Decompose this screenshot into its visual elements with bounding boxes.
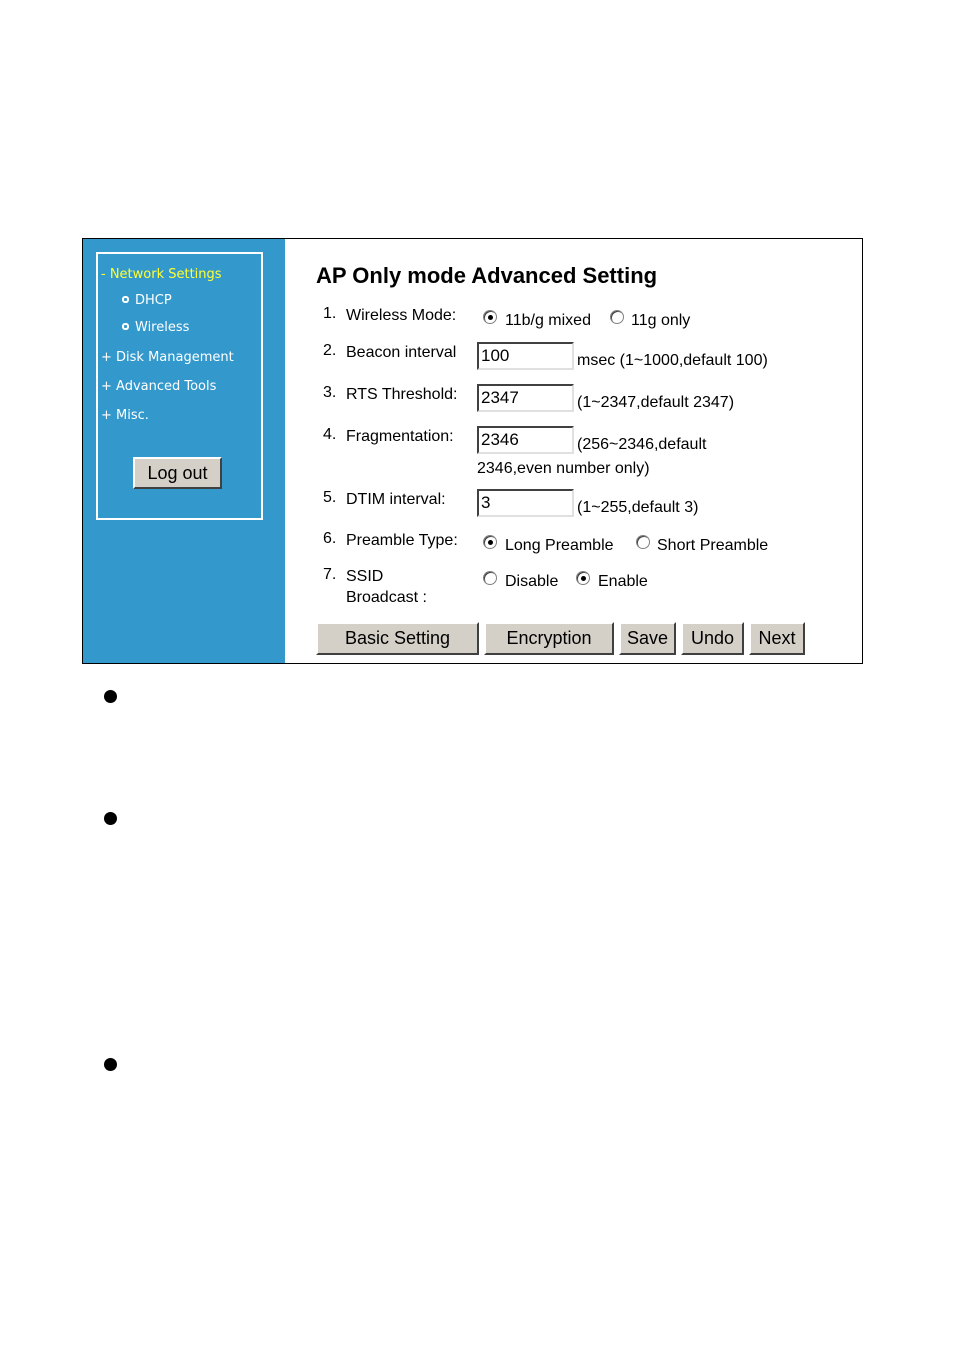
sidebar-item-label: DHCP xyxy=(135,293,172,308)
dtim-interval-label: DTIM interval: xyxy=(346,491,446,508)
dtim-interval-hint: (1~255,default 3) xyxy=(577,499,699,516)
row-rts-threshold xyxy=(285,384,862,414)
sidebar-item-network-settings[interactable]: - Network Settings xyxy=(101,267,222,282)
rts-threshold-label: RTS Threshold: xyxy=(346,386,458,403)
radio-11g-only[interactable] xyxy=(610,310,624,324)
radio-disable[interactable] xyxy=(483,571,497,585)
row-fragmentation xyxy=(285,426,862,478)
option-label: Enable xyxy=(598,573,648,590)
radio-long-preamble[interactable] xyxy=(483,535,497,549)
bullet-point xyxy=(104,690,117,703)
wireless-mode-label: Wireless Mode: xyxy=(346,307,457,324)
router-config-window xyxy=(82,238,863,664)
row-ssid-broadcast xyxy=(285,566,862,610)
beacon-interval-label: Beacon interval xyxy=(346,344,457,361)
logout-button[interactable]: Log out xyxy=(133,457,222,489)
option-label: 11g only xyxy=(631,312,691,329)
undo-button[interactable]: Undo xyxy=(681,622,744,655)
basic-setting-button[interactable]: Basic Setting xyxy=(316,622,479,655)
rts-threshold-hint: (1~2347,default 2347) xyxy=(577,394,735,411)
option-label: Long Preamble xyxy=(505,537,614,554)
sidebar-item-label: Wireless xyxy=(135,320,190,335)
sidebar-nav-box xyxy=(96,252,263,520)
sidebar-item-disk-management[interactable]: + Disk Management xyxy=(101,350,234,365)
row-number: 2. xyxy=(323,342,337,359)
row-wireless-mode xyxy=(285,305,862,335)
fragmentation-label: Fragmentation: xyxy=(346,428,454,445)
option-label: 11b/g mixed xyxy=(505,312,591,329)
sidebar-item-misc[interactable]: + Misc. xyxy=(101,408,149,423)
sidebar xyxy=(83,239,285,663)
beacon-interval-hint: msec (1~1000,default 100) xyxy=(577,352,768,369)
encryption-button[interactable]: Encryption xyxy=(484,622,614,655)
bullet-icon xyxy=(122,323,129,330)
row-number: 7. xyxy=(323,566,337,583)
bullet-point xyxy=(104,1058,117,1071)
save-button[interactable]: Save xyxy=(619,622,676,655)
option-label: Disable xyxy=(505,573,559,590)
dtim-interval-input[interactable] xyxy=(477,489,574,517)
sidebar-item-dhcp[interactable] xyxy=(122,293,172,308)
row-beacon-interval xyxy=(285,342,862,372)
ssid-label: SSID xyxy=(346,568,384,585)
row-number: 1. xyxy=(323,305,337,322)
bullet-point xyxy=(104,812,117,825)
fragmentation-input[interactable] xyxy=(477,426,574,454)
radio-11bg-mixed[interactable] xyxy=(483,310,497,324)
row-dtim-interval xyxy=(285,489,862,519)
beacon-interval-input[interactable] xyxy=(477,342,574,370)
option-label: Short Preamble xyxy=(657,537,769,554)
fragmentation-hint-cont: 2346,even number only) xyxy=(477,460,650,477)
preamble-type-label: Preamble Type: xyxy=(346,532,458,549)
row-number: 3. xyxy=(323,384,337,401)
rts-threshold-input[interactable] xyxy=(477,384,574,412)
main-panel xyxy=(285,239,862,663)
radio-short-preamble[interactable] xyxy=(636,535,650,549)
row-number: 4. xyxy=(323,426,337,443)
next-button[interactable]: Next xyxy=(749,622,805,655)
broadcast-label: Broadcast : xyxy=(346,589,427,606)
page-title: AP Only mode Advanced Setting xyxy=(316,263,658,288)
row-number: 6. xyxy=(323,530,337,547)
radio-enable[interactable] xyxy=(576,571,590,585)
fragmentation-hint: (256~2346,default xyxy=(577,436,707,453)
row-number: 5. xyxy=(323,489,337,506)
sidebar-item-advanced-tools[interactable]: + Advanced Tools xyxy=(101,379,217,394)
bullet-icon xyxy=(122,296,129,303)
sidebar-item-wireless[interactable] xyxy=(122,320,189,335)
row-preamble-type xyxy=(285,530,862,560)
